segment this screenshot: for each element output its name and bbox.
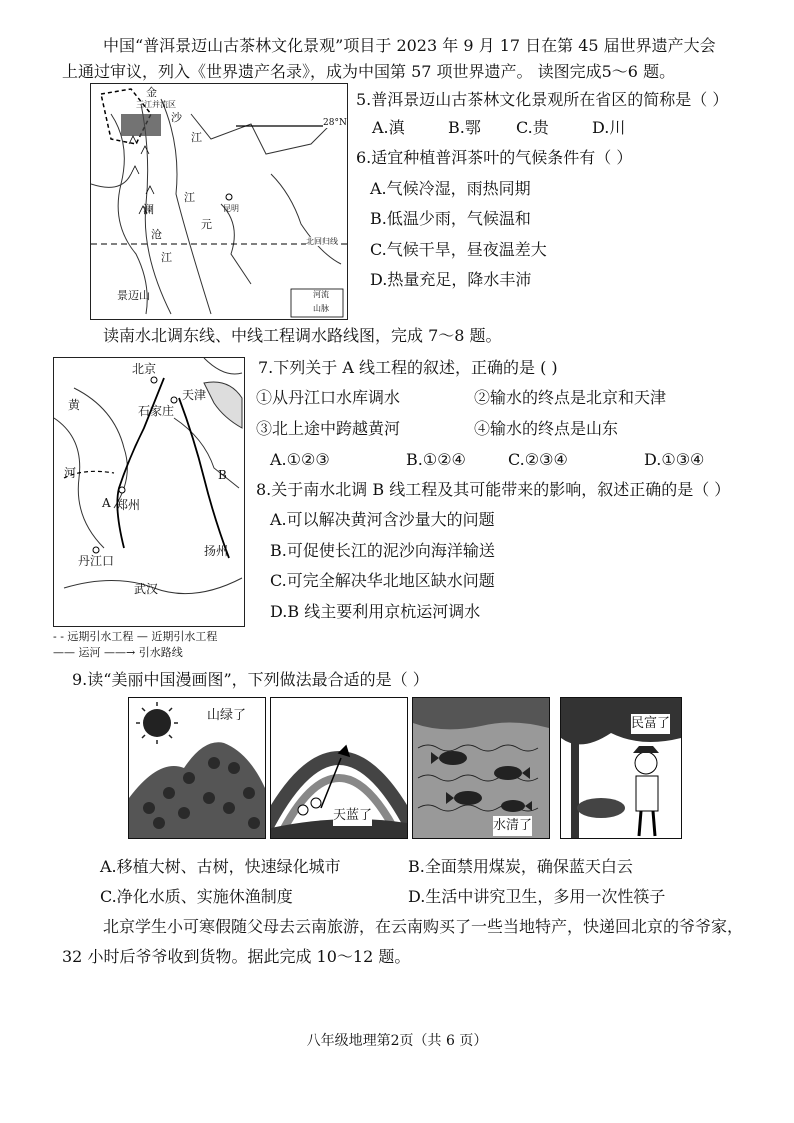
q6-option-b: B.低温少雨，气候温和 bbox=[370, 209, 531, 228]
q7-statement-1: ①从丹江口水库调水 bbox=[256, 388, 401, 407]
q7-option-a: A.①②③ bbox=[270, 450, 330, 469]
q7-option-c: C.②③④ bbox=[508, 450, 568, 469]
q7-statement-2: ②输水的终点是北京和天津 bbox=[474, 388, 667, 407]
q6-option-c: C.气候干旱，昼夜温差大 bbox=[370, 240, 547, 259]
q7-statement-3: ③北上途中跨越黄河 bbox=[256, 419, 401, 438]
q8-stem: 8.关于南水北调 B 线工程及其可能带来的影响，叙述正确的是（ ） bbox=[256, 480, 731, 499]
water-diversion-map bbox=[53, 357, 245, 627]
map2-label-b: B bbox=[218, 468, 227, 482]
map2-label-a: A bbox=[102, 496, 111, 510]
q5-option-b: B.鄂 bbox=[448, 118, 481, 137]
map1-label-jiang1: 江 bbox=[191, 131, 202, 144]
map2-label-yangzhou: 扬州 bbox=[204, 544, 229, 558]
cartoon-panel-water bbox=[412, 697, 550, 839]
q5-stem: 5.普洱景迈山古茶林文化景观所在省区的简称是（ ） bbox=[356, 90, 729, 109]
map1-legend-river: 河流 bbox=[313, 290, 329, 299]
q5-option-c: C.贵 bbox=[516, 118, 549, 137]
map2-label-huang: 黄 bbox=[68, 398, 81, 412]
q5-option-d: D.川 bbox=[592, 118, 626, 137]
page-footer: 八年级地理第2页（共 6 页） bbox=[306, 1033, 488, 1049]
map1-label-yuan: 元 bbox=[201, 218, 212, 231]
map1-lat-28: 28°N bbox=[323, 118, 347, 128]
q7-stem: 7.下列关于 A 线工程的叙述，正确的是 ( ) bbox=[258, 358, 558, 377]
panel-label-mountain: 山绿了 bbox=[207, 708, 247, 723]
intro-line-2: 上通过审议，列入《世界遗产名录》，成为中国第 57 项世界遗产。 读图完成5～6 题。 bbox=[62, 62, 676, 81]
intro2: 读南水北调东线、中线工程调水路线图，完成 7～8 题。 bbox=[103, 326, 502, 345]
q6-option-a: A.气候冷湿，雨热同期 bbox=[370, 179, 531, 198]
q6-option-d: D.热量充足，降水丰沛 bbox=[370, 270, 532, 289]
panel-label-wealth: 民富了 bbox=[631, 714, 670, 734]
map2-label-shijiazhuang: 石家庄 bbox=[138, 404, 175, 418]
map2-label-wuhan: 武汉 bbox=[134, 582, 159, 596]
cartoon-panel-wealth bbox=[560, 697, 682, 839]
intro3-line-2: 32 小时后爷爷收到货物。据此完成 10～12 题。 bbox=[62, 947, 411, 966]
q9-option-b: B.全面禁用煤炭，确保蓝天白云 bbox=[408, 857, 633, 876]
q8-option-c: C.可完全解决华北地区缺水问题 bbox=[270, 571, 495, 590]
map1-legend-mountain: 山脉 bbox=[313, 304, 329, 313]
map1-tropic: 北回归线 bbox=[306, 237, 338, 246]
q8-option-b: B.可促使长江的泥沙向海洋输送 bbox=[270, 541, 495, 560]
q9-option-d: D.生活中讲究卫生，多用一次性筷子 bbox=[408, 887, 666, 906]
map1-label-sanjiang: 三江并流区 bbox=[136, 100, 176, 109]
q7-option-b: B.①②④ bbox=[406, 450, 466, 469]
q8-option-a: A.可以解决黄河含沙量大的问题 bbox=[270, 510, 495, 529]
yunnan-map-drawing bbox=[91, 84, 347, 319]
q9-option-a: A.移植大树、古树，快速绿化城市 bbox=[100, 857, 341, 876]
q7-statement-4: ④输水的终点是山东 bbox=[474, 419, 619, 438]
panel-label-water: 水清了 bbox=[493, 816, 532, 836]
map1-label-jiang3: 江 bbox=[161, 251, 172, 264]
map1-label-jiang2: 江 bbox=[184, 191, 195, 204]
intro-line-1: 中国“普洱景迈山古茶林文化景观”项目于 2023 年 9 月 17 日在第 45 届世界遗产大会 bbox=[103, 36, 716, 55]
cartoon-panel-sky bbox=[270, 697, 408, 839]
map1-label-kunming: 昆明 bbox=[223, 204, 239, 213]
map2-label-tianjin: 天津 bbox=[182, 388, 207, 402]
intro3-line-1: 北京学生小可寒假随父母去云南旅游，在云南购买了一些当地特产，快递回北京的爷爷家， bbox=[103, 917, 744, 936]
q5-option-a: A.滇 bbox=[372, 118, 405, 137]
map2-legend-1: - - 远期引水工程 — 近期引水工程 bbox=[53, 630, 218, 643]
panel-label-sky: 天蓝了 bbox=[333, 806, 372, 826]
q8-option-d: D.B 线主要利用京杭运河调水 bbox=[270, 602, 481, 621]
q9-stem: 9.读“美丽中国漫画图”，下列做法最合适的是（ ） bbox=[72, 670, 429, 689]
cartoon-panel-mountain bbox=[128, 697, 266, 839]
map2-label-beijing: 北京 bbox=[132, 362, 157, 376]
map2-legend-2: —— 运河 ——→ 引水路线 bbox=[53, 646, 183, 659]
map1-label-jingmai: 景迈山 bbox=[117, 289, 150, 302]
map1-label-jin: 金 bbox=[146, 86, 157, 99]
map2-label-zhengzhou: 郑州 bbox=[116, 498, 141, 512]
yunnan-map bbox=[90, 83, 348, 320]
map1-label-cang: 沧 bbox=[151, 228, 162, 241]
map1-label-sha: 沙 bbox=[171, 111, 182, 124]
q9-option-c: C.净化水质、实施休渔制度 bbox=[100, 887, 293, 906]
map1-label-lan: 澜 bbox=[143, 203, 154, 216]
map2-label-he: 河 bbox=[64, 466, 77, 480]
map2-label-danjiangkou: 丹江口 bbox=[78, 554, 115, 568]
q6-stem: 6.适宜种植普洱茶叶的气候条件有（ ） bbox=[356, 148, 633, 167]
q7-option-d: D.①③④ bbox=[644, 450, 705, 469]
